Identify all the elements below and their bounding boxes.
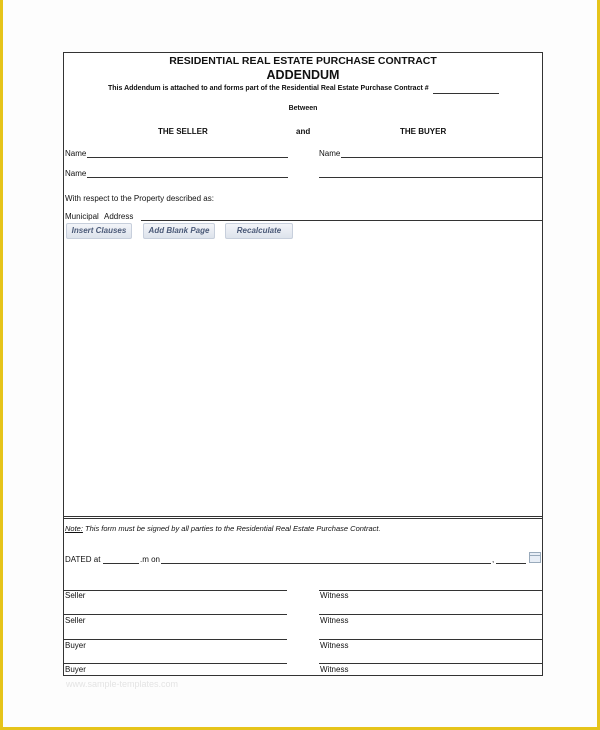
seller-signature-line-1[interactable] [64, 590, 287, 591]
dated-place-field[interactable] [103, 563, 139, 564]
witness-label-4: Witness [320, 665, 349, 674]
seller-name-field-1[interactable] [87, 157, 288, 158]
seller-name-field-2[interactable] [87, 177, 288, 178]
clauses-area-divider-2 [64, 518, 542, 519]
calendar-icon[interactable] [529, 552, 541, 563]
witness-label-2: Witness [320, 616, 349, 625]
note-text [65, 524, 381, 533]
attached-text: This Addendum is attached to and forms part of the Residential Real Estate Purchase Contract # [108, 85, 429, 92]
seller-name-label-2: Name [65, 169, 87, 178]
witness-line-4[interactable] [319, 663, 542, 664]
buyer-signature-line-2[interactable] [64, 663, 287, 664]
dated-date-field[interactable] [161, 563, 491, 564]
buyer-label-1: Buyer [65, 641, 86, 650]
buyer-heading: THE BUYER [400, 127, 447, 136]
contract-number-field[interactable] [433, 93, 499, 94]
seller-name-label-1: Name [65, 149, 87, 158]
and-label: and [296, 127, 311, 136]
buyer-signature-line-1[interactable] [64, 639, 287, 640]
contract-title: RESIDENTIAL REAL ESTATE PURCHASE CONTRACT [169, 55, 437, 67]
m-on-label: .m on [140, 555, 161, 564]
address-field[interactable] [141, 220, 542, 221]
clauses-area-divider [64, 516, 542, 517]
buyer-name-label-1: Name [319, 149, 341, 158]
property-text: With respect to the Property described as: [65, 194, 214, 203]
insert-clauses-button[interactable]: Insert Clauses [66, 223, 132, 239]
buyer-name-field-2[interactable] [319, 177, 542, 178]
comma-label: , [492, 555, 495, 564]
seller-signature-line-2[interactable] [64, 614, 287, 615]
between-label: Between [288, 105, 318, 112]
recalculate-button[interactable]: Recalculate [225, 223, 293, 239]
watermark-text: www.sample-templates.com [66, 679, 179, 689]
witness-line-1[interactable] [319, 590, 542, 591]
address-label: Address [104, 212, 134, 221]
seller-label-2: Seller [65, 616, 86, 625]
witness-line-2[interactable] [319, 614, 542, 615]
contract-page [63, 52, 543, 676]
buyer-name-field-1[interactable] [341, 157, 542, 158]
add-blank-page-button[interactable]: Add Blank Page [143, 223, 215, 239]
municipal-label: Municipal [65, 212, 99, 221]
addendum-heading: ADDENDUM [266, 68, 340, 82]
buyer-label-2: Buyer [65, 665, 86, 674]
witness-line-3[interactable] [319, 639, 542, 640]
seller-heading: THE SELLER [158, 127, 208, 136]
witness-label-1: Witness [320, 591, 349, 600]
dated-year-field[interactable] [496, 563, 526, 564]
witness-label-3: Witness [320, 641, 349, 650]
note-body: This form must be signed by all parties to the Residential Real Estate Purchase Contract. [82, 524, 381, 533]
seller-label-1: Seller [65, 591, 86, 600]
dated-label: DATED at [65, 555, 101, 564]
note-label: Note: [65, 524, 83, 533]
